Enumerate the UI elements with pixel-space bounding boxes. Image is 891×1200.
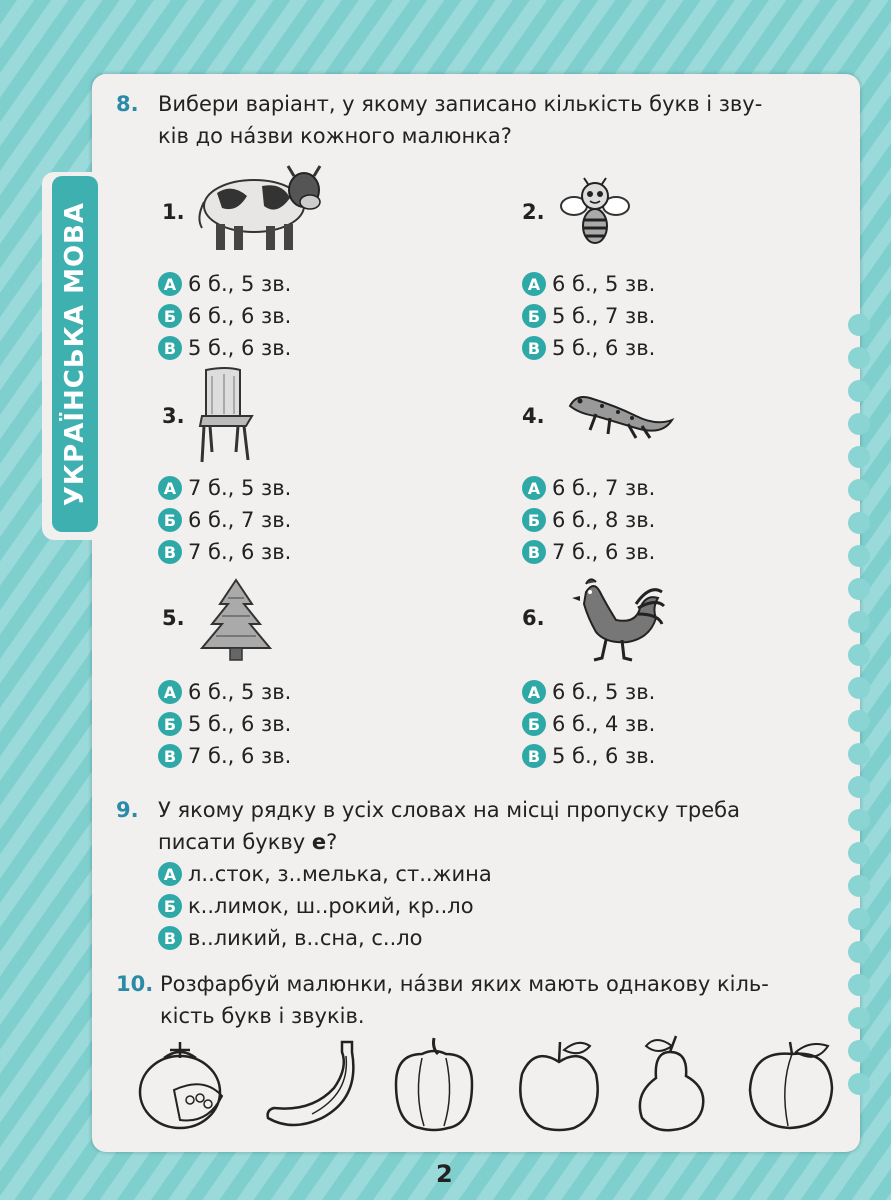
item-6-option-a[interactable] (522, 678, 655, 706)
option-text: 5 б., 6 зв. (188, 712, 292, 736)
apple-icon[interactable] (514, 1036, 604, 1134)
tomato-icon[interactable] (134, 1036, 226, 1132)
option-letter: В (158, 744, 182, 768)
option-text: 5 б., 6 зв. (552, 744, 656, 768)
option-letter: В (158, 540, 182, 564)
option-text: 6 б., 4 зв. (552, 712, 656, 736)
question-9-text-line1: У якому рядку в усіх словах на місці пропуску треба (158, 798, 740, 822)
question-9-text-post: ? (326, 830, 338, 854)
item-3-option-a[interactable] (158, 474, 291, 502)
option-letter: А (522, 476, 546, 500)
option-letter: А (522, 680, 546, 704)
question-9-text-pre: писати букву (158, 830, 312, 854)
option-text: 6 б., 7 зв. (188, 508, 292, 532)
item-5-option-b[interactable] (158, 710, 291, 738)
option-letter: В (522, 744, 546, 768)
option-letter: В (158, 336, 182, 360)
item-2-option-c[interactable] (522, 334, 655, 362)
option-text: 5 б., 6 зв. (188, 336, 292, 360)
option-letter: Б (522, 304, 546, 328)
option-text: 6 б., 5 зв. (188, 272, 292, 296)
question-9-number: 9. (116, 798, 139, 822)
item-1-option-b[interactable] (158, 302, 291, 330)
option-letter: Б (522, 508, 546, 532)
option-letter: Б (158, 304, 182, 328)
option-text: 5 б., 6 зв. (552, 336, 656, 360)
item-1-number: 1. (162, 200, 185, 224)
option-text: 5 б., 7 зв. (552, 304, 656, 328)
item-6-option-c[interactable] (522, 742, 655, 770)
option-letter: В (158, 926, 182, 950)
option-letter: Б (158, 712, 182, 736)
option-text: к..лимок, ш..рокий, кр..ло (188, 894, 474, 918)
cow-icon (192, 158, 332, 258)
option-letter: А (158, 272, 182, 296)
option-text: 6 б., 5 зв. (552, 272, 656, 296)
rooster-icon (566, 574, 666, 664)
banana-icon[interactable] (262, 1038, 366, 1130)
item-1-option-a[interactable] (158, 270, 291, 298)
option-text: л..сток, з..мелька, ст..жина (188, 862, 492, 886)
item-1-option-c[interactable] (158, 334, 291, 362)
option-text: 7 б., 6 зв. (552, 540, 656, 564)
option-letter: А (522, 272, 546, 296)
subject-tab-label: УКРАЇНСЬКА МОВА (60, 201, 90, 507)
item-4-option-c[interactable] (522, 538, 655, 566)
binder-notches (848, 314, 872, 1106)
question-8-number: 8. (116, 92, 139, 116)
q9-option-c[interactable] (158, 924, 423, 952)
item-4-number: 4. (522, 404, 545, 428)
option-letter: Б (158, 508, 182, 532)
option-letter: В (522, 336, 546, 360)
fir-tree-icon (196, 578, 276, 664)
item-5-option-a[interactable] (158, 678, 291, 706)
bee-icon (560, 176, 630, 248)
option-letter: Б (522, 712, 546, 736)
option-text: в..ликий, в..сна, с..ло (188, 926, 423, 950)
item-3-option-b[interactable] (158, 506, 291, 534)
option-text: 6 б., 8 зв. (552, 508, 656, 532)
item-4-option-a[interactable] (522, 474, 655, 502)
option-letter: А (158, 862, 182, 886)
option-text: 6 б., 5 зв. (552, 680, 656, 704)
item-4-option-b[interactable] (522, 506, 655, 534)
question-10-number: 10. (116, 972, 154, 996)
option-text: 7 б., 6 зв. (188, 540, 292, 564)
page-number: 2 (436, 1160, 453, 1188)
option-letter: А (158, 476, 182, 500)
q9-option-b[interactable] (158, 892, 474, 920)
lizard-icon (566, 386, 676, 442)
option-letter: Б (158, 894, 182, 918)
question-10-text-line1: Розфарбуй малюнки, нáзви яких мають однакову кіль- (160, 972, 769, 996)
item-2-option-a[interactable] (522, 270, 655, 298)
option-text: 7 б., 5 зв. (188, 476, 292, 500)
option-letter: В (522, 540, 546, 564)
peach-icon[interactable] (744, 1036, 840, 1132)
item-2-number: 2. (522, 200, 545, 224)
item-5-number: 5. (162, 606, 185, 630)
pear-icon[interactable] (626, 1032, 716, 1134)
item-6-option-b[interactable] (522, 710, 655, 738)
item-6-number: 6. (522, 606, 545, 630)
q9-option-a[interactable] (158, 860, 492, 888)
item-3-number: 3. (162, 404, 185, 428)
question-9-text-line2 (158, 826, 337, 858)
item-5-option-c[interactable] (158, 742, 291, 770)
option-letter: А (158, 680, 182, 704)
question-8-text-line2: ків до нáзви кожного малюнка? (158, 124, 512, 148)
option-text: 6 б., 7 зв. (552, 476, 656, 500)
option-text: 6 б., 5 зв. (188, 680, 292, 704)
chair-icon (196, 366, 256, 466)
question-8-text-line1: Вибери варіант, у якому записано кількість букв і зву- (158, 92, 763, 116)
question-9-letter-e: е (311, 830, 327, 854)
item-2-option-b[interactable] (522, 302, 655, 330)
option-text: 6 б., 6 зв. (188, 304, 292, 328)
subject-tab (52, 176, 98, 532)
item-3-option-c[interactable] (158, 538, 291, 566)
option-text: 7 б., 6 зв. (188, 744, 292, 768)
pepper-icon[interactable] (392, 1034, 476, 1134)
question-10-text-line2: кість букв і звуків. (160, 1004, 365, 1028)
